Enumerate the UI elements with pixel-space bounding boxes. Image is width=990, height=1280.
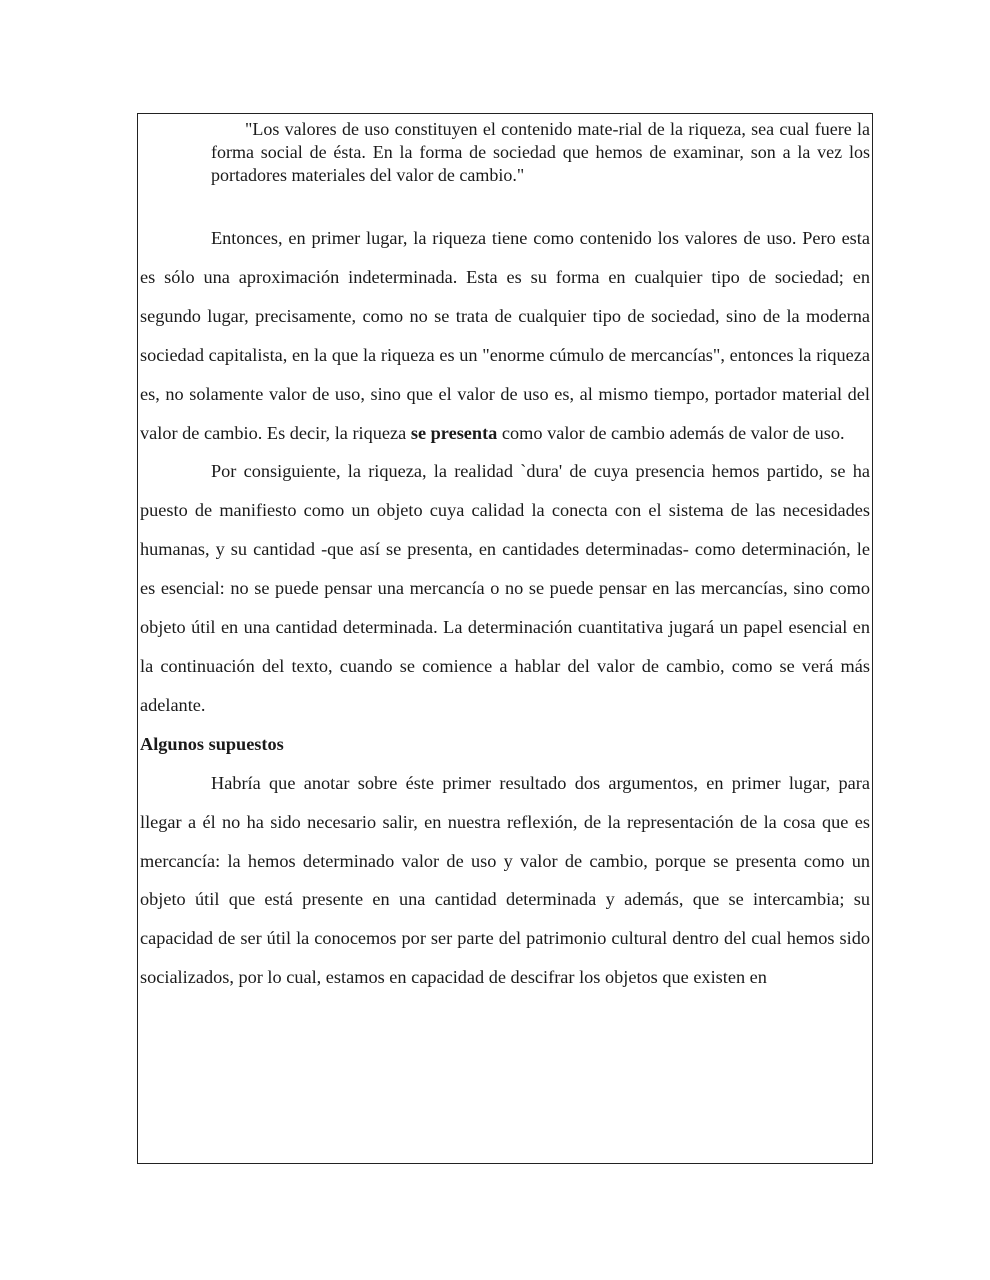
paragraph-1-end-text: como valor de cambio además de valor de uso.	[497, 422, 845, 443]
paragraph-1	[140, 219, 870, 452]
paragraph-2: Por consiguiente, la riqueza, la realidad `dura' de cuya presencia hemos partido, se ha puesto de manifiesto como un objeto cuya calidad la conecta con el sistema de las necesidades humanas, y su cantidad -que así se presenta, en cantidades determinadas- como determinación, le es esencial: no se puede pensar una mercancía o no se puede pensar en las mercancías, sino como objeto útil en una cantidad determinada. La determinación cuantitativa jugará un papel esencial en la continuación del texto, cuando se comience a hablar del valor de cambio, como se verá más adelante.	[140, 461, 870, 715]
paragraph-3: Habría que anotar sobre éste primer resultado dos argumentos, en primer lugar, para llegar a él no ha sido necesario salir, en nuestra reflexión, de la representación de la cosa que es mercancía: la hemos determinado valor de uso y valor de cambio, porque se presenta como un objeto útil que está presente en una cantidad determinada y además, que se intercambia; su capacidad de ser útil la conocemos por ser parte del patrimonio cultural dentro del cual hemos sido socializados, por lo cual, estamos en capacidad de descifrar los objetos que existen en	[140, 772, 870, 988]
block-quote: "Los valores de uso constituyen el contenido mate-rial de la riqueza, sea cual fuere la forma social de ésta. En la forma de sociedad que hemos de examinar, son a la vez los portadores materiales del valor de cambio."	[211, 119, 870, 185]
paragraph-1-bold-text: se presenta	[410, 422, 498, 443]
paragraph-1-text: Entonces, en primer lugar, la riqueza tiene como contenido los valores de uso. Pero esta es sólo una aproximación indeterminada. Esta es su forma en cualquier tipo de sociedad; en segundo lugar, precisamente, como no se trata de cualquier tipo de sociedad, sino de la moderna sociedad capitalista, en la que la riqueza es un "enorme cúmulo de mercancías", entonces la riqueza es, no solamente valor de uso, sino que el valor de uso es, al mismo tiempo, portador material del valor de cambio. Es decir, la riqueza	[140, 228, 870, 443]
page-frame	[137, 113, 873, 1164]
document-content	[140, 118, 870, 997]
section-heading: Algunos supuestos	[140, 733, 284, 754]
